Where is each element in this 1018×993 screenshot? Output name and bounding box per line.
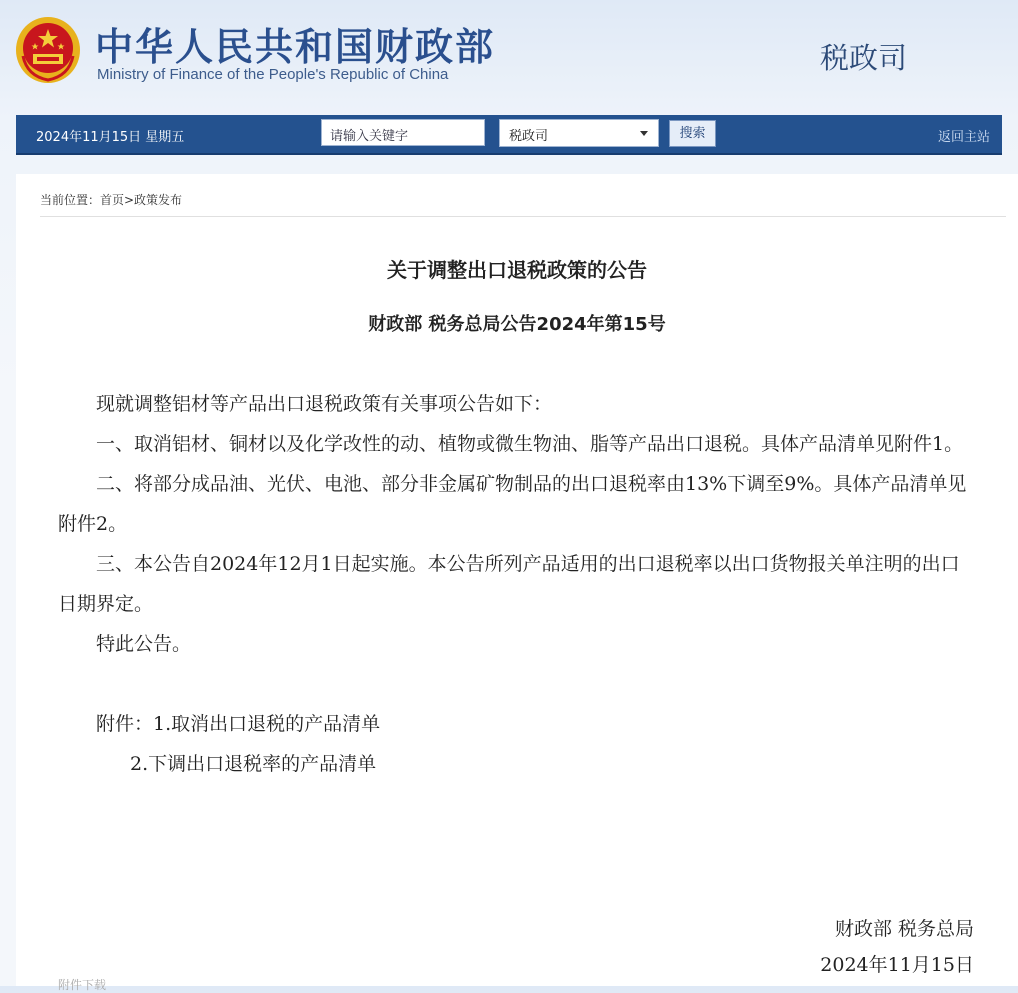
signature-block: [820, 911, 974, 983]
divider: [40, 216, 1006, 217]
section-select[interactable]: [499, 119, 659, 147]
nav-bar: [16, 115, 1002, 155]
search-button[interactable]: 搜索: [669, 120, 716, 147]
paragraph: 二、将部分成品油、光伏、电池、部分非金属矿物制品的出口退税率由13%下调至9%。具体产品清单见附件2。: [58, 473, 967, 535]
paragraph: 一、取消铝材、铜材以及化学改性的动、植物或微生物油、脂等产品出口退税。具体产品清单见附件1。: [96, 433, 964, 455]
search-input[interactable]: 请输入关键字: [321, 119, 485, 146]
return-home-link[interactable]: 返回主站: [937, 130, 990, 145]
signature-date: 2024年11月15日: [820, 954, 974, 976]
attachment-2[interactable]: 2.下调出口退税率的产品清单: [130, 753, 377, 775]
article-body: [58, 384, 974, 784]
site-title-cn: 中华人民共和国财政部: [95, 25, 496, 69]
paragraph: 特此公告。: [96, 633, 192, 655]
article-title: 关于调整出口退税政策的公告: [387, 258, 647, 282]
department-name: 税政司: [820, 41, 908, 75]
article-panel: [16, 174, 1018, 992]
attachment-1[interactable]: 附件：1.取消出口退税的产品清单: [96, 713, 381, 735]
attachment-download-label: 附件下载: [58, 978, 107, 992]
site-header: [0, 0, 1018, 112]
breadcrumb[interactable]: 当前位置：首页>政策发布: [40, 193, 183, 207]
section-select-value: 税政司: [509, 129, 549, 144]
paragraph: 三、本公告自2024年12月1日起实施。本公告所列产品适用的出口退税率以出口货物报关单注明的出口日期界定。: [58, 553, 960, 615]
paragraph: 现就调整铝材等产品出口退税政策有关事项公告如下：: [96, 393, 553, 415]
signature-issuer: 财政部 税务总局: [834, 918, 974, 940]
article-subtitle: 财政部 税务总局公告2024年第15号: [368, 314, 666, 335]
chevron-down-icon: [640, 131, 648, 136]
site-title-en: Ministry of Finance of the People's Republic of China: [97, 66, 449, 83]
national-emblem-icon: [15, 16, 81, 84]
current-date: 2024年11月15日 星期五: [36, 130, 185, 145]
